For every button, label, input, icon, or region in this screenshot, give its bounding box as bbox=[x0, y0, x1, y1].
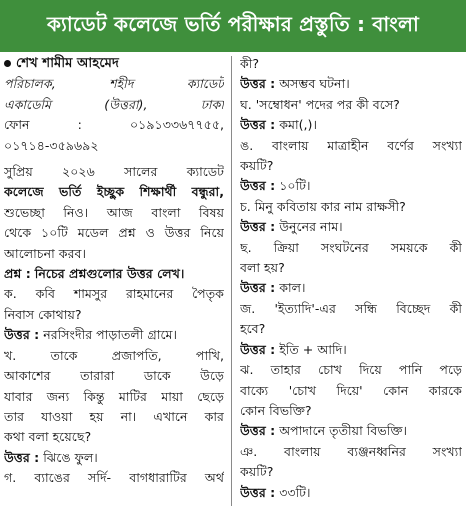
question-line: ঘ. 'সম্বোধন' পদের পর কী বসে? bbox=[240, 96, 400, 112]
question-line: কোন বিভক্তি? bbox=[240, 402, 312, 418]
author-name-line bbox=[4, 54, 224, 74]
question-line: ক. কবি শামসুর রাহমানের পৈতৃক bbox=[4, 286, 224, 302]
question-line: আকাশের তারারা ডাকে উড়ে bbox=[4, 368, 224, 384]
question-line: গ. ব্যাঙের সর্দি- বাগধারাটির অর্থ bbox=[4, 470, 224, 486]
answer-text: কাল। bbox=[279, 280, 306, 296]
answer-line bbox=[240, 483, 462, 503]
question-line: যাবার জন্য কিন্তু মাটির মায়া ছেড়ে bbox=[4, 388, 224, 404]
intro-line: থেকে ১০টি মডেল প্রশ্ন ও উত্তর নিয়ে bbox=[4, 225, 224, 241]
instruction-label: প্রশ্ন : bbox=[4, 266, 31, 282]
answer-label: উত্তর : bbox=[240, 423, 276, 439]
answer-text: ইতি + আদি। bbox=[279, 341, 347, 357]
question-line: কয়টি? bbox=[240, 464, 274, 480]
answer-label: উত্তর : bbox=[240, 484, 276, 500]
answer-label: উত্তর : bbox=[240, 178, 276, 194]
question-line: ঞ. বাংলায় ব্যঞ্জনধ্বনির সংখ্যা bbox=[240, 443, 462, 459]
answer-label: উত্তর : bbox=[240, 76, 276, 92]
question-line: নিবাস কোথায়? bbox=[4, 306, 82, 322]
question-line: বাক্যে 'চোখ দিয়ে' কোন কারকে bbox=[240, 382, 462, 398]
intro-line: কলেজে ভর্তি ইচ্ছুক শিক্ষার্থী বন্ধুরা, bbox=[4, 184, 224, 200]
question-line: খ. তাকে প্রজাপতি, পাখি, bbox=[4, 347, 224, 363]
bullet-icon bbox=[4, 60, 11, 67]
answer-line bbox=[4, 448, 224, 468]
answer-text: ১০টি। bbox=[279, 178, 311, 194]
answer-label: উত্তর : bbox=[240, 280, 276, 296]
answer-text: অসম্ভব ঘটনা। bbox=[279, 76, 350, 92]
author-phone-line: ০১৭১৪-৩৫৯৬৯২ bbox=[4, 137, 99, 153]
author-name: শেখ শামীম আহমেদ bbox=[16, 56, 119, 71]
question-line: চ. মিনু কবিতায় কার নাম রাক্ষসী? bbox=[240, 198, 406, 214]
instruction-text: নিচের প্রশ্নগুলোর উত্তর লেখ। bbox=[34, 266, 185, 282]
answer-text: উনুনের নাম। bbox=[279, 219, 343, 235]
answer-line bbox=[240, 74, 462, 94]
intro-line: সুপ্রিয় ২০২৬ সালের ক্যাডেট bbox=[4, 164, 224, 180]
question-line: তার যাওয়া হয় না। এখানে কার bbox=[4, 408, 224, 424]
question-line: কয়টি? bbox=[240, 158, 274, 174]
answer-text: কমা(,)। bbox=[279, 117, 317, 133]
instruction-line bbox=[4, 264, 224, 284]
answer-text: অপাদানে তৃতীয়া বিভক্তি। bbox=[279, 423, 408, 439]
author-phone-line: ফোন : ০১৯১৩৩৬৭৭৫৫, bbox=[4, 117, 224, 133]
left-column bbox=[4, 54, 224, 489]
answer-line bbox=[240, 340, 462, 360]
author-role-line: একাডেমি (উত্তরা), ঢাকা bbox=[4, 96, 224, 112]
question-line: কথা বলা হয়েছে? bbox=[4, 429, 92, 445]
answer-line bbox=[4, 325, 224, 345]
answer-label: উত্তর : bbox=[240, 341, 276, 357]
question-line: কী? bbox=[240, 56, 260, 71]
right-column bbox=[240, 54, 462, 503]
headline-title: ক্যাডেট কলেজে ভর্তি পরীক্ষার প্রস্তুতি : বাংলা bbox=[47, 11, 419, 36]
question-line: ঝ. তাহার চোখ দিয়ে পানি পড়ে bbox=[240, 362, 462, 378]
headline-banner bbox=[0, 0, 466, 52]
answer-line bbox=[240, 176, 462, 196]
answer-text: ৩৩টি। bbox=[279, 484, 311, 500]
column-divider bbox=[231, 56, 232, 506]
answer-label: উত্তর : bbox=[240, 117, 276, 133]
answer-label: উত্তর : bbox=[240, 219, 276, 235]
author-role-line: পরিচালক, শহীদ ক্যাডেট bbox=[4, 76, 224, 92]
intro-line: শুভেচ্ছা নিও। আজ বাংলা বিষয় bbox=[4, 204, 224, 220]
answer-line bbox=[240, 115, 462, 135]
question-line: ছ. ক্রিয়া সংঘটনের সময়কে কী bbox=[240, 239, 462, 255]
answer-text: নরসিংদীর পাড়াতলী গ্রামে। bbox=[43, 327, 178, 343]
answer-line bbox=[240, 217, 462, 237]
answer-line bbox=[240, 278, 462, 298]
answer-line bbox=[240, 421, 462, 441]
answer-text: ঝিঙে ফুল। bbox=[43, 449, 98, 465]
answer-label: উত্তর : bbox=[4, 327, 40, 343]
question-line: ঙ. বাংলায় মাত্রাহীন বর্ণের সংখ্যা bbox=[240, 137, 462, 153]
answer-label: উত্তর : bbox=[4, 449, 40, 465]
question-line: বলা হয়? bbox=[240, 260, 285, 276]
intro-line: আলোচনা করব। bbox=[4, 245, 87, 261]
question-line: হবে? bbox=[240, 321, 266, 337]
question-line: জ. 'ইত্যাদি'-এর সন্ধি বিচ্ছেদ কী bbox=[240, 300, 462, 316]
